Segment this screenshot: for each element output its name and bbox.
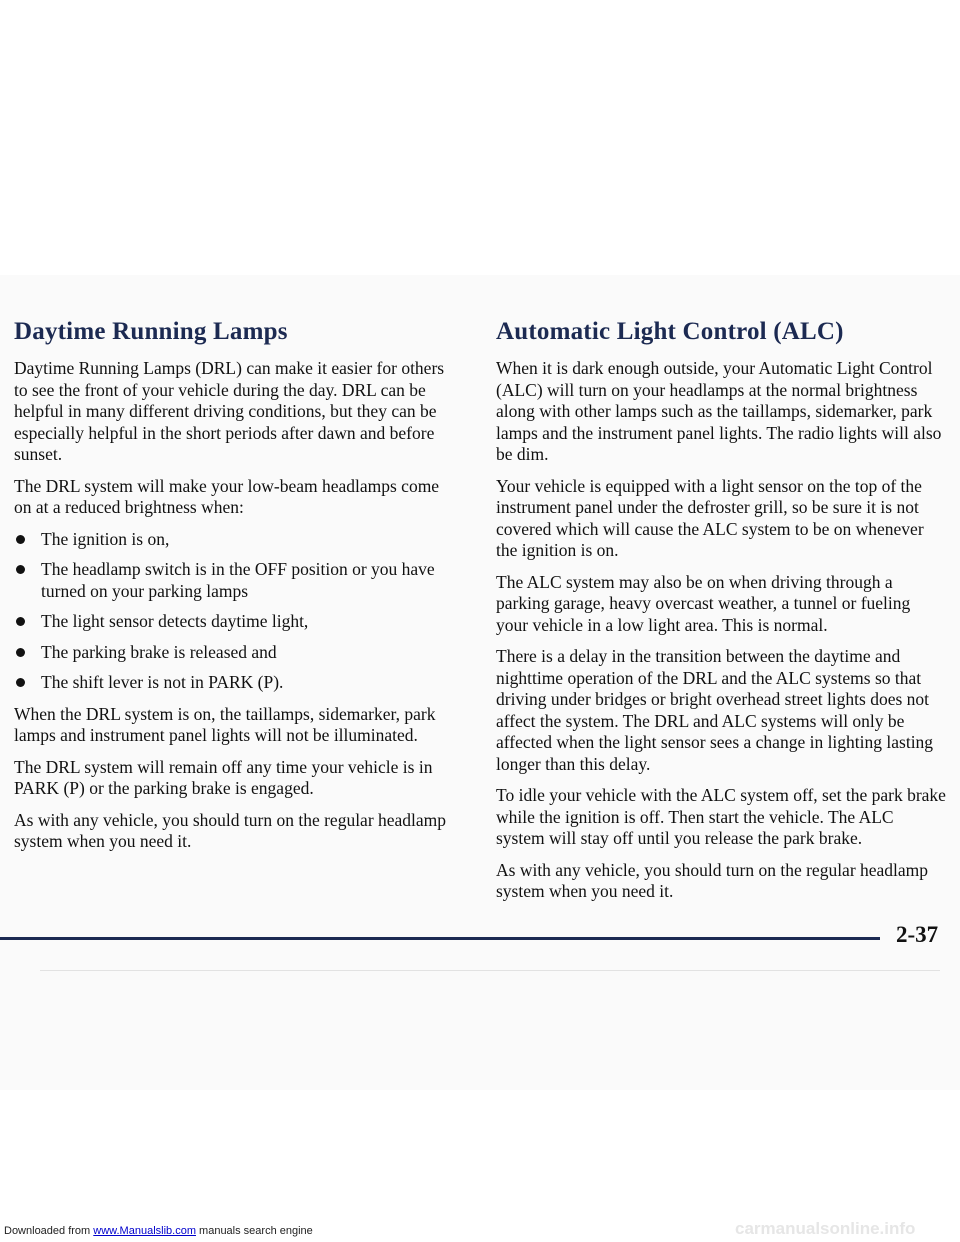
footer-prefix: Downloaded from (4, 1225, 94, 1237)
bullet-icon (16, 678, 25, 687)
list-item: The light sensor detects daytime light, (14, 611, 454, 633)
list-item: The ignition is on, (14, 529, 454, 551)
faint-divider (40, 970, 940, 971)
list-item: The headlamp switch is in the OFF position or you have turned on your parking lamps (14, 559, 454, 602)
drl-heading: Daytime Running Lamps (14, 318, 288, 345)
alc-paragraph-2: Your vehicle is equipped with a light sensor on the top of the instrument panel under the defroster grill, so be sure it is not covered which will cause the ALC system to be on whenever the ignition is on. (496, 475, 924, 560)
footer-suffix: manuals search engine (195, 1225, 313, 1237)
alc-paragraph-1: When it is dark enough outside, your Automatic Light Control (ALC) will turn on your headlamps at the normal brightness along with other lamps such as the taillamps, sidemarker, park lamps and the instrument panel lights. The radio lights will also be dim. (496, 358, 942, 464)
download-footer (4, 1225, 313, 1237)
list-item: The shift lever is not in PARK (P). (14, 672, 454, 694)
alc-section (496, 318, 946, 913)
page-number: 2-37 (896, 922, 939, 947)
watermark-text: carmanualsonline.info (735, 1219, 916, 1238)
alc-paragraph-6: As with any vehicle, you should turn on the regular headlamp system when you need it. (496, 859, 929, 901)
manualslib-link[interactable]: www.Manualslib.com (93, 1225, 196, 1237)
bullet-icon (16, 648, 25, 657)
drl-paragraph-4: The DRL system will remain off any time your vehicle is in PARK (P) or the parking brake is engaged. (14, 756, 433, 798)
bullet-icon (16, 565, 25, 574)
drl-paragraph-5: As with any vehicle, you should turn on the regular headlamp system when you need it. (14, 809, 447, 851)
list-item: The parking brake is released and (14, 642, 454, 664)
alc-paragraph-4: There is a delay in the transition between the daytime and nighttime operation of the DRL and the ALC systems so that driving under bridges or bright overhead street lights does not affect the system. The DRL and ALC systems will only be affected when the light sensor sees a change in lighting lasting longer than this delay. (496, 646, 934, 774)
alc-paragraph-3: The ALC system may also be on when driving through a parking garage, heavy overcast weather, a tunnel or fueling your vehicle in a low light area. This is normal. (496, 571, 911, 635)
drl-condition-list (14, 529, 454, 694)
drl-section (14, 318, 454, 863)
alc-heading: Automatic Light Control (ALC) (496, 318, 844, 345)
drl-paragraph-2: The DRL system will make your low-beam headlamps come on at a reduced brightness when: (14, 475, 440, 517)
alc-paragraph-5: To idle your vehicle with the ALC system off, set the park brake while the ignition is off. Then start the vehicle. The ALC system will stay off until you release the park brake. (496, 785, 946, 848)
drl-paragraph-3: When the DRL system is on, the taillamps, sidemarker, park lamps and instrument panel lights will not be illuminated. (14, 703, 436, 745)
bullet-icon (16, 617, 25, 626)
footer-rule (0, 937, 880, 940)
drl-paragraph-1: Daytime Running Lamps (DRL) can make it easier for others to see the front of your vehicle during the day. DRL can be helpful in many different driving conditions, but they can be especially helpful in the short periods after dawn and before sunset. (14, 358, 445, 464)
bullet-icon (16, 535, 25, 544)
